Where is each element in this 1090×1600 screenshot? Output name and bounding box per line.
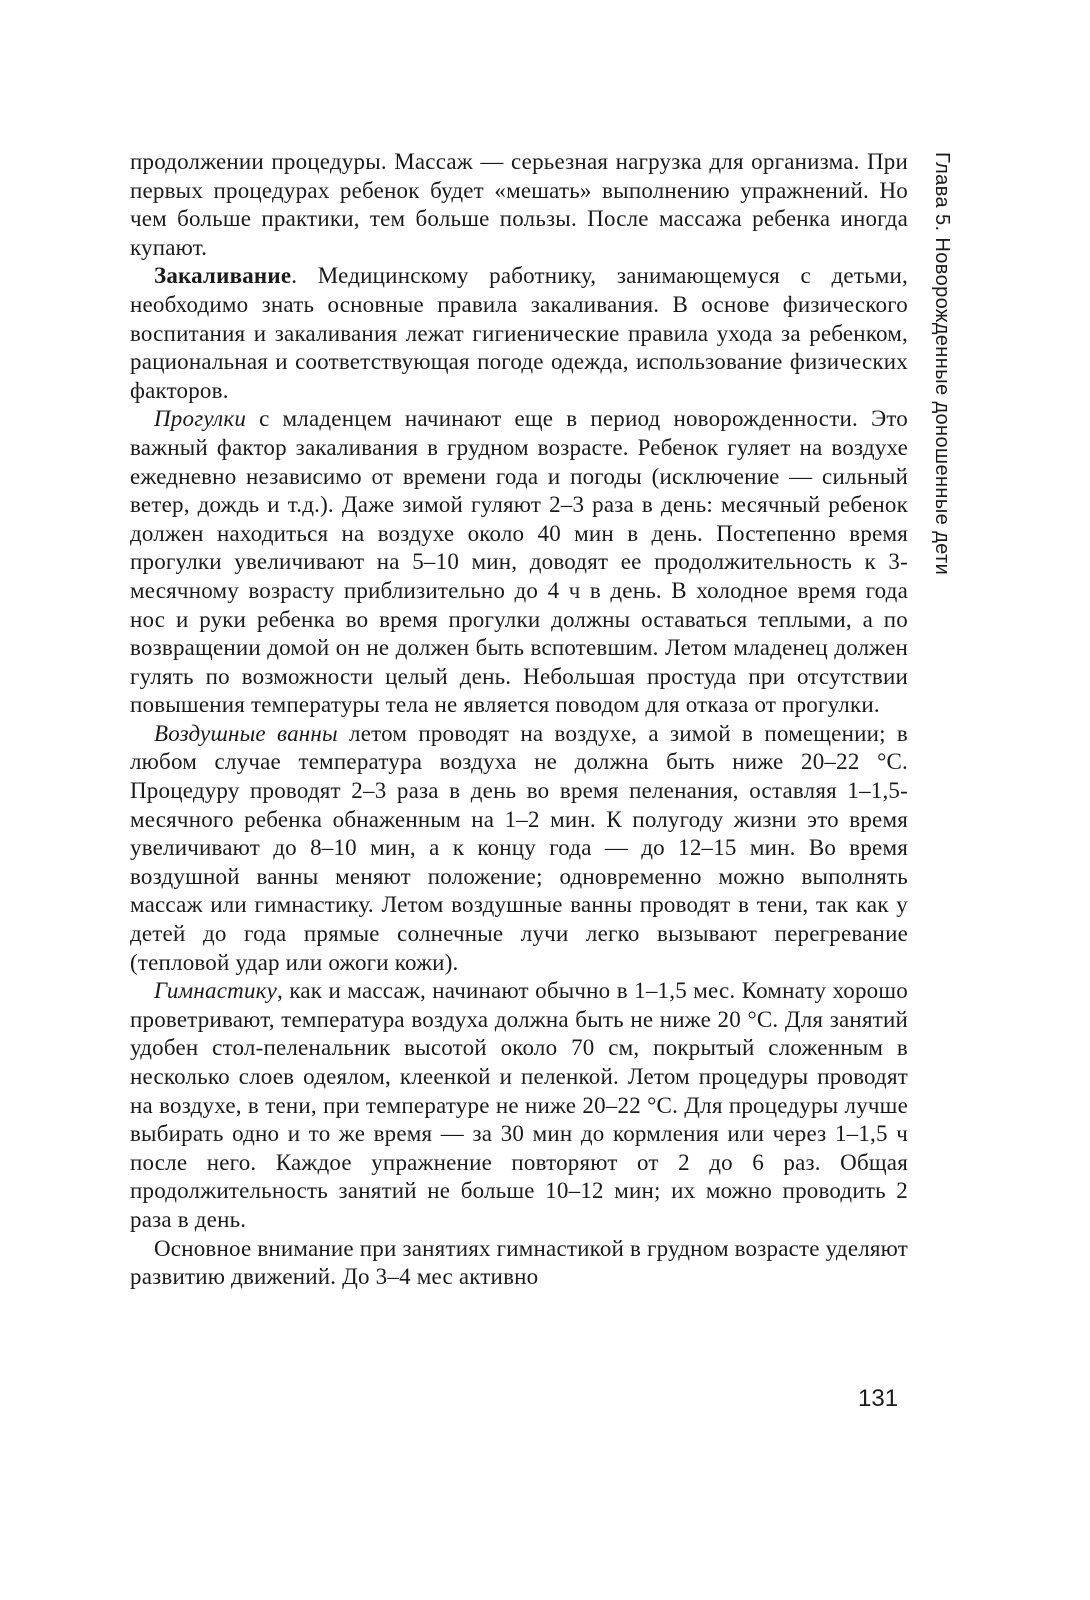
paragraph-text: . Медицинскому работнику, занимающемуся с детьми, необходимо знать основные правила закаливания. В основе физического воспитания и закаливания лежат гигиенические правила ухода за ребенком, рациональная и соответствующая погоде одежда, использование физических факторов. [130, 263, 908, 403]
paragraph-hardening [130, 262, 908, 405]
paragraph-text: продолжении процедуры. Массаж — серьезная нагрузка для организма. При первых процедурах ребенок будет «мешать» выполнению упражнений. Но чем больше практики, тем больше пользы. После массажа ребенка иногда купают. [130, 149, 908, 260]
paragraph-continuation [130, 148, 908, 262]
term-hardening: Закаливание [154, 263, 292, 289]
paragraph-walks [130, 405, 908, 720]
paragraph-text: с младенцем начинают еще в период новорожденности. Это важный фактор закаливания в грудном возрасте. Ребенок гуляет на воздухе ежедневно независимо от времени года и погоды (исключение — сильный ветер, дождь и т.д.). Даже зимой гуляют 2–3 раза в день: месячный ребенок должен находиться на воздухе около 40 мин в день. Постепенно время прогулки увеличивают на 5–10 мин, доводят ее продолжительность к 3-месячному возрасту приблизительно до 4 ч в день. В холодное время года нос и руки ребенка во время прогулки должны оставаться теплыми, а по возвращении домой он не должен быть вспотевшим. Летом младенец должен гулять по возможности целый день. Небольшая простуда при отсутствии повышения температуры тела не является поводом для отказа от прогулки. [130, 406, 908, 718]
paragraph-text: Основное внимание при занятиях гимнастикой в грудном возрасте уделяют развитию движений. До 3–4 мес активно [130, 1235, 909, 1290]
paragraph-text: летом проводят на воздухе, а зимой в помещении; в любом случае температура воздуха не должна быть ниже 20–22 °С. Процедуру проводят 2–3 раза в день во время пеленания, оставляя 1–1,5-месячного ребенка обнаженным на 1–2 мин. К полугоду жизни это время увеличивают до 8–10 мин, а к концу года — до 12–15 мин. Во время воздушной ванны меняют положение; одновременно можно выполнять массаж или гимнастику. Летом воздушные ванны проводят в тени, так как у детей до года прямые солнечные лучи легко вызывают перегревание (тепловой удар или ожоги кожи). [130, 720, 908, 975]
page-number: 131 [858, 1385, 899, 1412]
running-head: Глава 5. Новорожденные доношенные дети [931, 152, 953, 576]
paragraph-text: , как и массаж, начинают обычно в 1–1,5 мес. Комнату хорошо проветривают, температура воздуха должна быть не ниже 20 °С. Для занятий удобен стол-пеленальник высотой около 70 см, покрытый сложенным в несколько слоев одеялом, клеенкой и пеленкой. Летом процедуры проводят на воздухе, в тени, при температуре не ниже 20–22 °С. Для процедуры лучше выбирать одно и то же время — за 30 мин до кормления или через 1–1,5 ч после него. Каждое упражнение повторяют от 2 до 6 раз. Общая продолжительность занятий не больше 10–12 мин; их можно проводить 2 раза в день. [130, 978, 908, 1232]
paragraph-movements [130, 1235, 908, 1292]
term-air-baths: Воздушные ванны [154, 720, 338, 746]
paragraph-gymnastics [130, 977, 908, 1234]
term-walks: Прогулки [154, 406, 247, 432]
term-gymnastics: Гимнастику [154, 978, 278, 1004]
paragraph-air-baths [130, 720, 908, 977]
body-text [130, 148, 908, 1292]
